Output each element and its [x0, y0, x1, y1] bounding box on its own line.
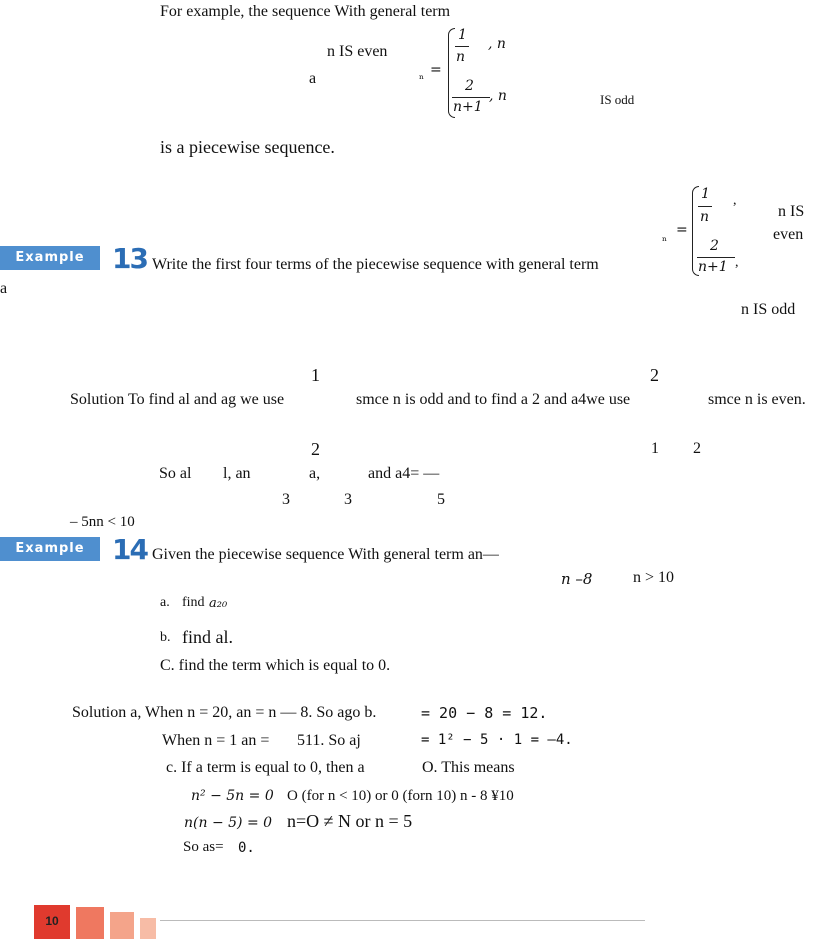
sol14-line4: O (for n < 10) or 0 (forn 10) n - 8 ¥10 — [287, 788, 514, 804]
item-a-sub: a₂₀ — [209, 596, 228, 611]
decor-square-2 — [76, 907, 104, 939]
l-an: l, an — [223, 465, 251, 482]
frac1-bar — [455, 46, 469, 47]
den-3b: 3 — [344, 491, 352, 508]
item-b-text: find al. — [182, 627, 233, 647]
item-a-text: find — [182, 595, 205, 610]
frac2-numerator: 2 — [465, 78, 474, 94]
n-minus-8: n –8 — [561, 570, 593, 588]
intro-line: For example, the sequence With general term — [160, 3, 451, 20]
case1-condition: , n — [488, 36, 506, 52]
top-2: 2 — [311, 439, 320, 459]
example14-statement: Given the piecewise sequence With general term an— — [152, 546, 499, 563]
solution13-end: smce n is even. — [708, 391, 806, 408]
so-al: So al — [159, 465, 192, 482]
sol14-line2-eq: = 1² − 5 · 1 = –4. — [421, 732, 573, 748]
frac2-denominator: n+1 — [453, 99, 483, 115]
top-2b: 2 — [693, 440, 701, 457]
frac2-bar — [452, 97, 490, 98]
sol14-eq4: n² − 5n = 0 — [191, 788, 274, 804]
example13-statement: Write the first four terms of the piecewise sequence with general term — [152, 256, 599, 273]
sol14-line1: Solution a, When n = 20, an = n — 8. So ago b. — [72, 704, 377, 721]
ex13-frac2-numerator: 2 — [710, 238, 719, 254]
frac1-denominator: n — [456, 49, 466, 65]
sol14-line5: n=O ≠ N or n = 5 — [287, 811, 413, 831]
subscript-n: ₙ — [419, 68, 425, 82]
item-a-label: a. — [160, 595, 170, 610]
solution13-middle: smce n is odd and to find a 2 and a4we use — [356, 391, 631, 408]
intro-conclusion: is a piecewise sequence. — [160, 137, 335, 157]
ex13-equals: = — [676, 222, 688, 238]
n-is-even-label: n IS even — [327, 43, 388, 60]
ex13-even: even — [773, 226, 804, 243]
page-number: 10 — [45, 914, 59, 928]
ex13-frac2-bar — [697, 257, 735, 258]
item-b-label: b. — [160, 630, 171, 645]
decor-square-3 — [110, 912, 134, 939]
ex13-frac1-numerator: 1 — [701, 186, 710, 202]
ex13-frac1-bar — [698, 206, 712, 207]
ex13-comma1: , — [733, 193, 737, 208]
ex13-comma2: , — [735, 255, 739, 270]
solution13-line: Solution To find al and ag we use — [70, 391, 285, 408]
ex13-frac1-denominator: n — [700, 209, 710, 225]
equals-sign: = — [430, 62, 442, 78]
sol14-eq5: n(n − 5) = 0 — [184, 815, 273, 831]
sol14-line2: When n = 1 an = — [162, 732, 270, 749]
ex13-n-is-odd: n IS odd — [741, 301, 796, 318]
frac1-numerator: 1 — [458, 27, 467, 43]
page-number-box — [34, 905, 70, 939]
is-odd-label: IS odd — [600, 92, 635, 107]
den-5: 5 — [437, 491, 445, 508]
top-1b: 1 — [651, 440, 659, 457]
decor-square-4 — [140, 918, 156, 939]
example-badge: Example — [0, 537, 100, 561]
example-badge: Example — [0, 246, 100, 270]
and-a4: and a4= — — [368, 465, 440, 482]
sup-1: 1 — [311, 365, 320, 385]
item-c-text: C. find the term which is equal to 0. — [160, 657, 391, 674]
footer-rule — [160, 920, 645, 921]
den-3a: 3 — [282, 491, 290, 508]
ex13-a-letter: a — [0, 280, 8, 297]
ex13-subscript-n: ₙ — [662, 230, 668, 244]
sup-2: 2 — [650, 365, 659, 385]
sol14-line2-mid: 511. So aj — [297, 732, 361, 749]
sol14-line3: c. If a term is equal to 0, then a — [166, 759, 365, 776]
ex13-n-is: n IS — [778, 203, 805, 220]
example-number: 14 — [112, 533, 147, 566]
case2-condition: , n — [489, 88, 507, 104]
a-letter: a — [309, 70, 317, 87]
sol14-line1-eq: = 20 − 8 = 12. — [421, 704, 548, 722]
ex13-frac2-denominator: n+1 — [698, 259, 728, 275]
sol14-line6: So as= — [183, 839, 224, 855]
n-gt-10: n > 10 — [633, 569, 675, 586]
ex14-pre-line: – 5nn < 10 — [70, 514, 135, 530]
example-number: 13 — [112, 242, 147, 275]
a-comma: a, — [309, 465, 321, 482]
sol14-line6-eq: 0. — [238, 840, 255, 856]
sol14-line3-end: O. This means — [422, 759, 515, 776]
